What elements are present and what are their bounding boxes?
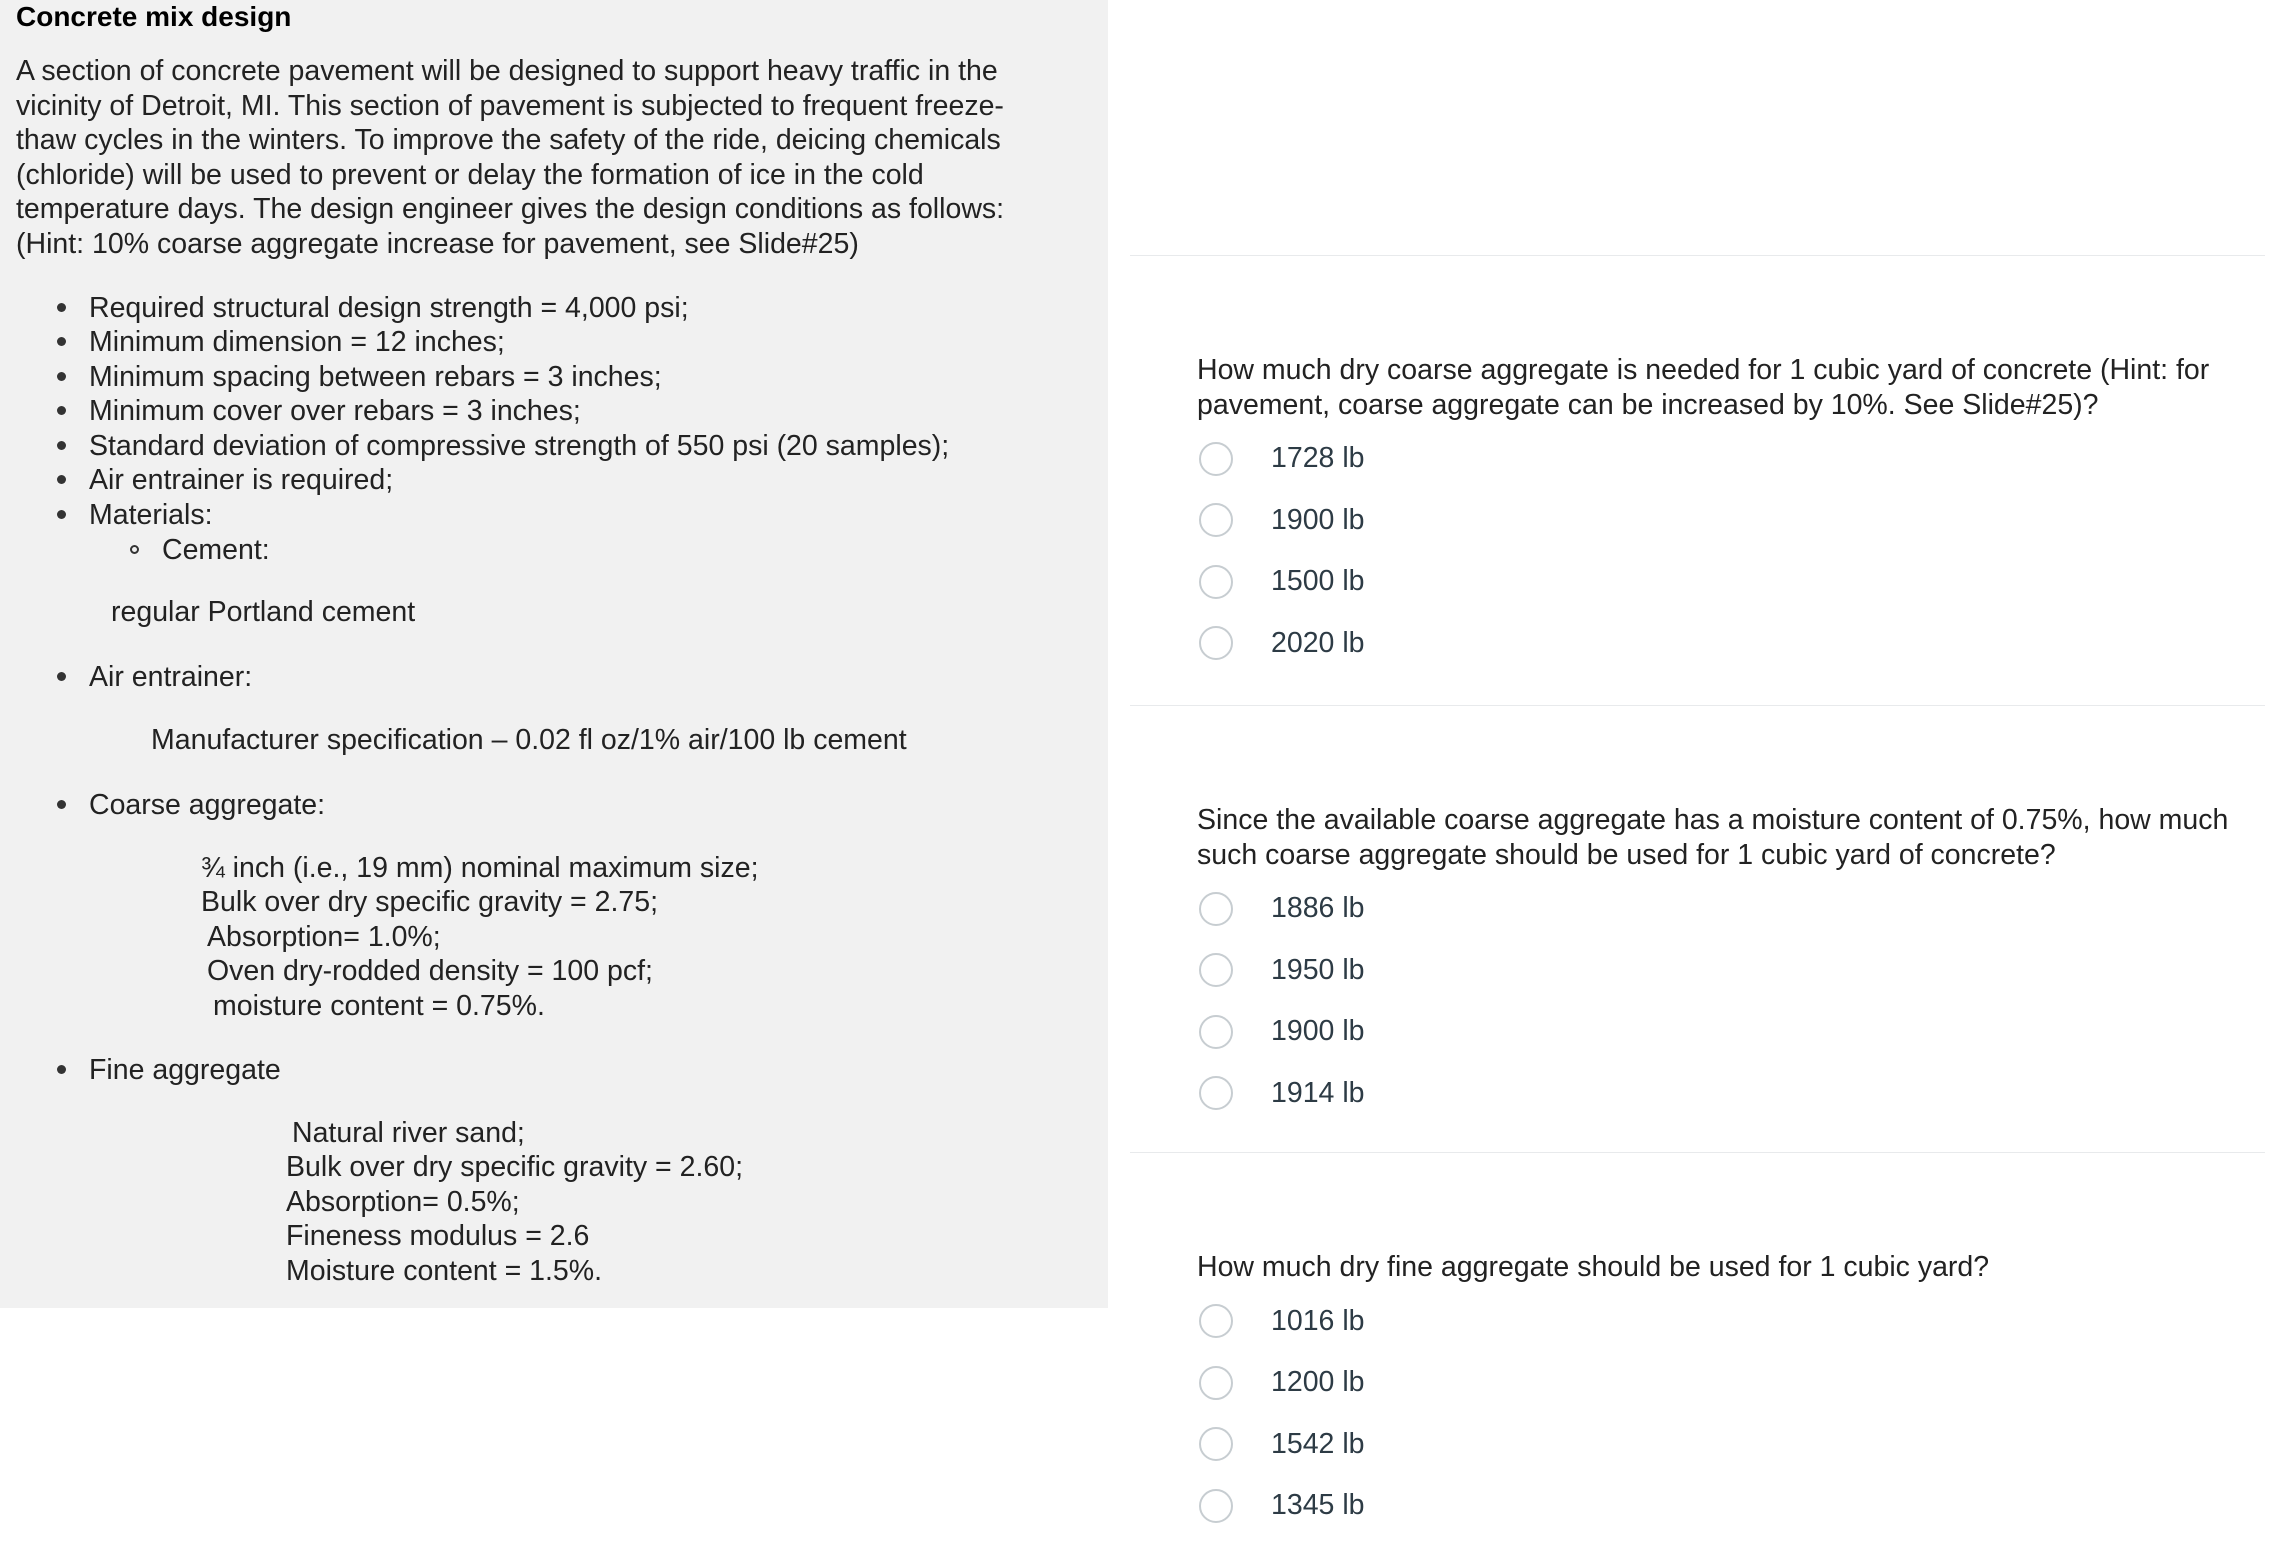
radio-button[interactable] [1199, 1076, 1233, 1110]
bullet-marker [57, 303, 66, 312]
coarse-property: Oven dry-rodded density = 100 pcf; [207, 955, 653, 987]
answer-label: 1900 lb [1271, 503, 1365, 536]
radio-button[interactable] [1199, 892, 1233, 926]
bullet-marker [57, 800, 66, 809]
question-text: How much dry coarse aggregate is needed for 1 cubic yard of concrete (Hint: for pavement, coarse aggregate can be increased by 10%. See Slide#25)? [1197, 354, 2210, 421]
answer-option[interactable] [1197, 1475, 2257, 1537]
bullet-marker [57, 337, 66, 346]
answer-label: 1016 lb [1271, 1304, 1365, 1337]
bullet-marker [57, 672, 66, 681]
answer-option[interactable] [1197, 428, 2257, 490]
answer-label: 1950 lb [1271, 953, 1365, 986]
condition-item: Required structural design strength = 4,000 psi; [89, 292, 689, 324]
answer-label: 1542 lb [1271, 1427, 1365, 1460]
design-conditions-list [0, 0, 1108, 1308]
radio-button[interactable] [1199, 503, 1233, 537]
answer-label: 2020 lb [1271, 626, 1365, 659]
bullet-marker [57, 372, 66, 381]
answer-option[interactable] [1197, 1291, 2257, 1353]
answer-option[interactable] [1197, 1352, 2257, 1414]
answer-label: 1500 lb [1271, 565, 1365, 598]
condition-item: Air entrainer is required; [89, 464, 394, 496]
radio-button[interactable] [1199, 953, 1233, 987]
answer-option[interactable] [1197, 1001, 2257, 1063]
coarse-property: Bulk over dry specific gravity = 2.75; [201, 886, 658, 918]
condition-item: Minimum spacing between rebars = 3 inches; [89, 361, 662, 393]
fine-property: Absorption= 0.5%; [286, 1186, 520, 1218]
answer-label: 1728 lb [1271, 442, 1365, 475]
answer-label: 1914 lb [1271, 1076, 1365, 1109]
radio-button[interactable] [1199, 442, 1233, 476]
coarse-property: Absorption= 1.0%; [207, 921, 441, 953]
radio-button[interactable] [1199, 1366, 1233, 1400]
radio-button[interactable] [1199, 1489, 1233, 1523]
answer-label: 1900 lb [1271, 1015, 1365, 1048]
answer-label: 1886 lb [1271, 892, 1365, 925]
answer-option[interactable] [1197, 1414, 2257, 1476]
fine-property: Bulk over dry specific gravity = 2.60; [286, 1151, 743, 1183]
question-divider [1130, 705, 2265, 706]
sub-bullet-marker [130, 545, 139, 554]
radio-button[interactable] [1199, 1304, 1233, 1338]
bullet-marker [57, 441, 66, 450]
answer-list [1197, 878, 2257, 1124]
answer-option[interactable] [1197, 551, 2257, 613]
bullet-marker [57, 1065, 66, 1074]
passage-panel [0, 0, 1108, 1308]
cement-value: regular Portland cement [111, 596, 416, 628]
radio-button[interactable] [1199, 1015, 1233, 1049]
air-entrainer-label: Air entrainer: [89, 661, 253, 693]
radio-button[interactable] [1199, 626, 1233, 660]
coarse-aggregate-label: Coarse aggregate: [89, 789, 326, 821]
bullet-marker [57, 475, 66, 484]
passage-intro: A section of concrete pavement will be designed to support heavy traffic in the vicinity of Detroit, MI. This section of pavement is subjected to frequent freeze-thaw cycles in the winters. To improve the safety of the ride, deicing chemicals (chloride) will be used to prevent or delay the formation of ice in the cold temperature days. The design engineer gives the design conditions as follows: (Hint: 10% coarse aggregate increase for pavement, see Slide#25) [16, 55, 1005, 260]
condition-item: Minimum cover over rebars = 3 inches; [89, 395, 581, 427]
air-entrainer-value: Manufacturer specification – 0.02 fl oz/1% air/100 lb cement [151, 724, 907, 756]
answer-label: 1345 lb [1271, 1489, 1365, 1522]
question-1 [1197, 353, 2257, 674]
fine-aggregate-label: Fine aggregate [89, 1054, 281, 1086]
radio-button[interactable] [1199, 565, 1233, 599]
coarse-property: ¾ inch (i.e., 19 mm) nominal maximum size; [201, 852, 759, 884]
answer-option[interactable] [1197, 613, 2257, 675]
fine-property: Fineness modulus = 2.6 [286, 1220, 590, 1252]
answer-option[interactable] [1197, 490, 2257, 552]
answer-label: 1200 lb [1271, 1366, 1365, 1399]
answer-option[interactable] [1197, 878, 2257, 940]
condition-item: Standard deviation of compressive strength of 550 psi (20 samples); [89, 430, 950, 462]
radio-button[interactable] [1199, 1427, 1233, 1461]
coarse-property: moisture content = 0.75%. [213, 990, 545, 1022]
passage-title: Concrete mix design [16, 1, 292, 32]
cement-label: Cement: [162, 534, 270, 566]
answer-list [1197, 428, 2257, 674]
question-text: Since the available coarse aggregate has a moisture content of 0.75%, how much such coarse aggregate should be used for 1 cubic yard of concrete? [1197, 804, 2229, 871]
fine-property: Natural river sand; [292, 1117, 525, 1149]
question-2 [1197, 803, 2257, 1124]
answer-option[interactable] [1197, 1063, 2257, 1125]
bullet-marker [57, 406, 66, 415]
question-divider [1130, 255, 2265, 256]
question-3 [1197, 1250, 2257, 1537]
question-text: How much dry fine aggregate should be used for 1 cubic yard? [1197, 1251, 1990, 1283]
answer-option[interactable] [1197, 940, 2257, 1002]
condition-item: Materials: [89, 499, 213, 531]
answer-list [1197, 1291, 2257, 1537]
fine-property: Moisture content = 1.5%. [286, 1255, 603, 1287]
question-divider [1130, 1152, 2265, 1153]
bullet-marker [57, 510, 66, 519]
condition-item: Minimum dimension = 12 inches; [89, 326, 505, 358]
